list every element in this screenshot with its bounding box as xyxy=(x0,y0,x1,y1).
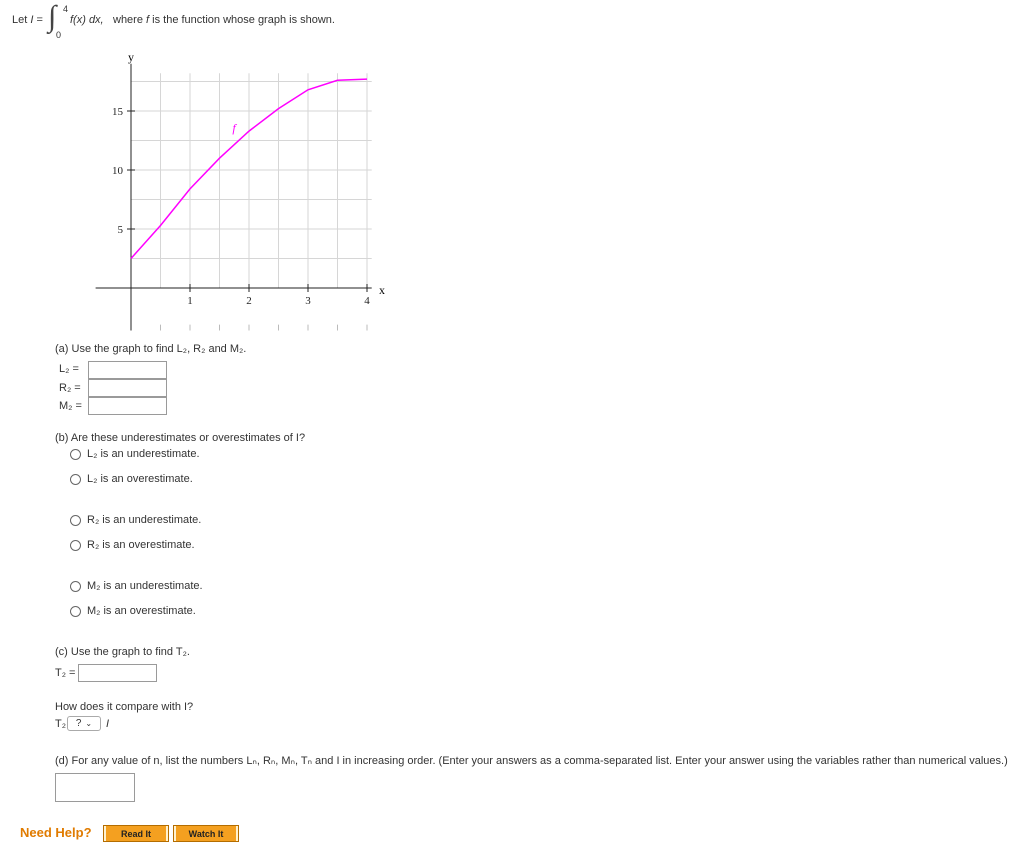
radio-button[interactable] xyxy=(70,515,81,526)
compare-i: I xyxy=(106,718,110,730)
l2-label: L₂ = xyxy=(59,363,79,375)
graph-grid xyxy=(131,73,372,288)
read-it-button[interactable]: Read It xyxy=(103,825,169,842)
radio-button[interactable] xyxy=(70,540,81,551)
y-tick-label: 10 xyxy=(112,165,123,177)
radio-m2-under[interactable]: M₂ is an underestimate. xyxy=(70,579,203,593)
compare-t2: T₂ xyxy=(55,718,66,730)
watch-it-button[interactable]: Watch It xyxy=(173,825,239,842)
compare-prompt: How does it compare with I? xyxy=(55,701,194,713)
intro-let: Let I = xyxy=(12,14,43,26)
graph-ticks xyxy=(112,106,370,330)
t2-label: T₂ = xyxy=(55,667,76,679)
l2-input[interactable] xyxy=(88,361,167,379)
need-help-label: Need Help? xyxy=(20,825,92,840)
m2-input[interactable] xyxy=(88,397,167,415)
compare-select[interactable]: ? ⌄ xyxy=(67,716,101,731)
t2-input[interactable] xyxy=(78,664,157,682)
part-a-prompt: (a) Use the graph to find L₂, R₂ and M₂. xyxy=(55,343,247,355)
r2-label: R₂ = xyxy=(59,382,81,394)
radio-l2-over[interactable]: L₂ is an overestimate. xyxy=(70,472,193,486)
radio-button[interactable] xyxy=(70,474,81,485)
y-tick-label: 5 xyxy=(117,224,123,236)
order-answer-input[interactable] xyxy=(55,773,135,802)
graph-axes xyxy=(96,64,372,331)
part-d-prompt: (d) For any value of n, list the numbers Lₙ, Rₙ, Mₙ, Tₙ and I in increasing order. (Enter your answers as a comma-separated list. Enter your answer using the variables rather than numerical values.) xyxy=(55,755,1008,767)
chevron-down-icon: ⌄ xyxy=(85,719,93,728)
x-tick-label: 3 xyxy=(305,295,311,307)
x-tick-label: 1 xyxy=(187,295,193,307)
integral-upper-limit: 4 xyxy=(63,4,69,14)
m2-label: M₂ = xyxy=(59,400,82,412)
r2-input[interactable] xyxy=(88,379,167,397)
radio-button[interactable] xyxy=(70,581,81,592)
intro-where: where f is the function whose graph is shown. xyxy=(113,14,335,26)
integral-lower-limit: 0 xyxy=(56,30,62,40)
curve-label-f: f xyxy=(232,121,236,135)
part-b-prompt: (b) Are these underestimates or overestimates of I? xyxy=(55,432,306,444)
radio-button[interactable] xyxy=(70,449,81,460)
part-c-prompt: (c) Use the graph to find T₂. xyxy=(55,646,190,658)
radio-button[interactable] xyxy=(70,606,81,617)
x-axis-label: x xyxy=(379,283,385,297)
radio-r2-over[interactable]: R₂ is an overestimate. xyxy=(70,538,195,552)
radio-l2-under[interactable]: L₂ is an underestimate. xyxy=(70,447,200,461)
integrand: f(x) dx, xyxy=(70,14,104,26)
x-tick-label: 4 xyxy=(364,295,370,307)
y-axis-label: y xyxy=(128,50,134,64)
integral-sign: ∫ xyxy=(48,0,57,33)
radio-m2-over[interactable]: M₂ is an overestimate. xyxy=(70,604,196,618)
x-tick-label: 2 xyxy=(246,295,252,307)
function-graph xyxy=(0,0,1024,340)
y-tick-label: 15 xyxy=(112,106,123,118)
radio-r2-under[interactable]: R₂ is an underestimate. xyxy=(70,513,201,527)
